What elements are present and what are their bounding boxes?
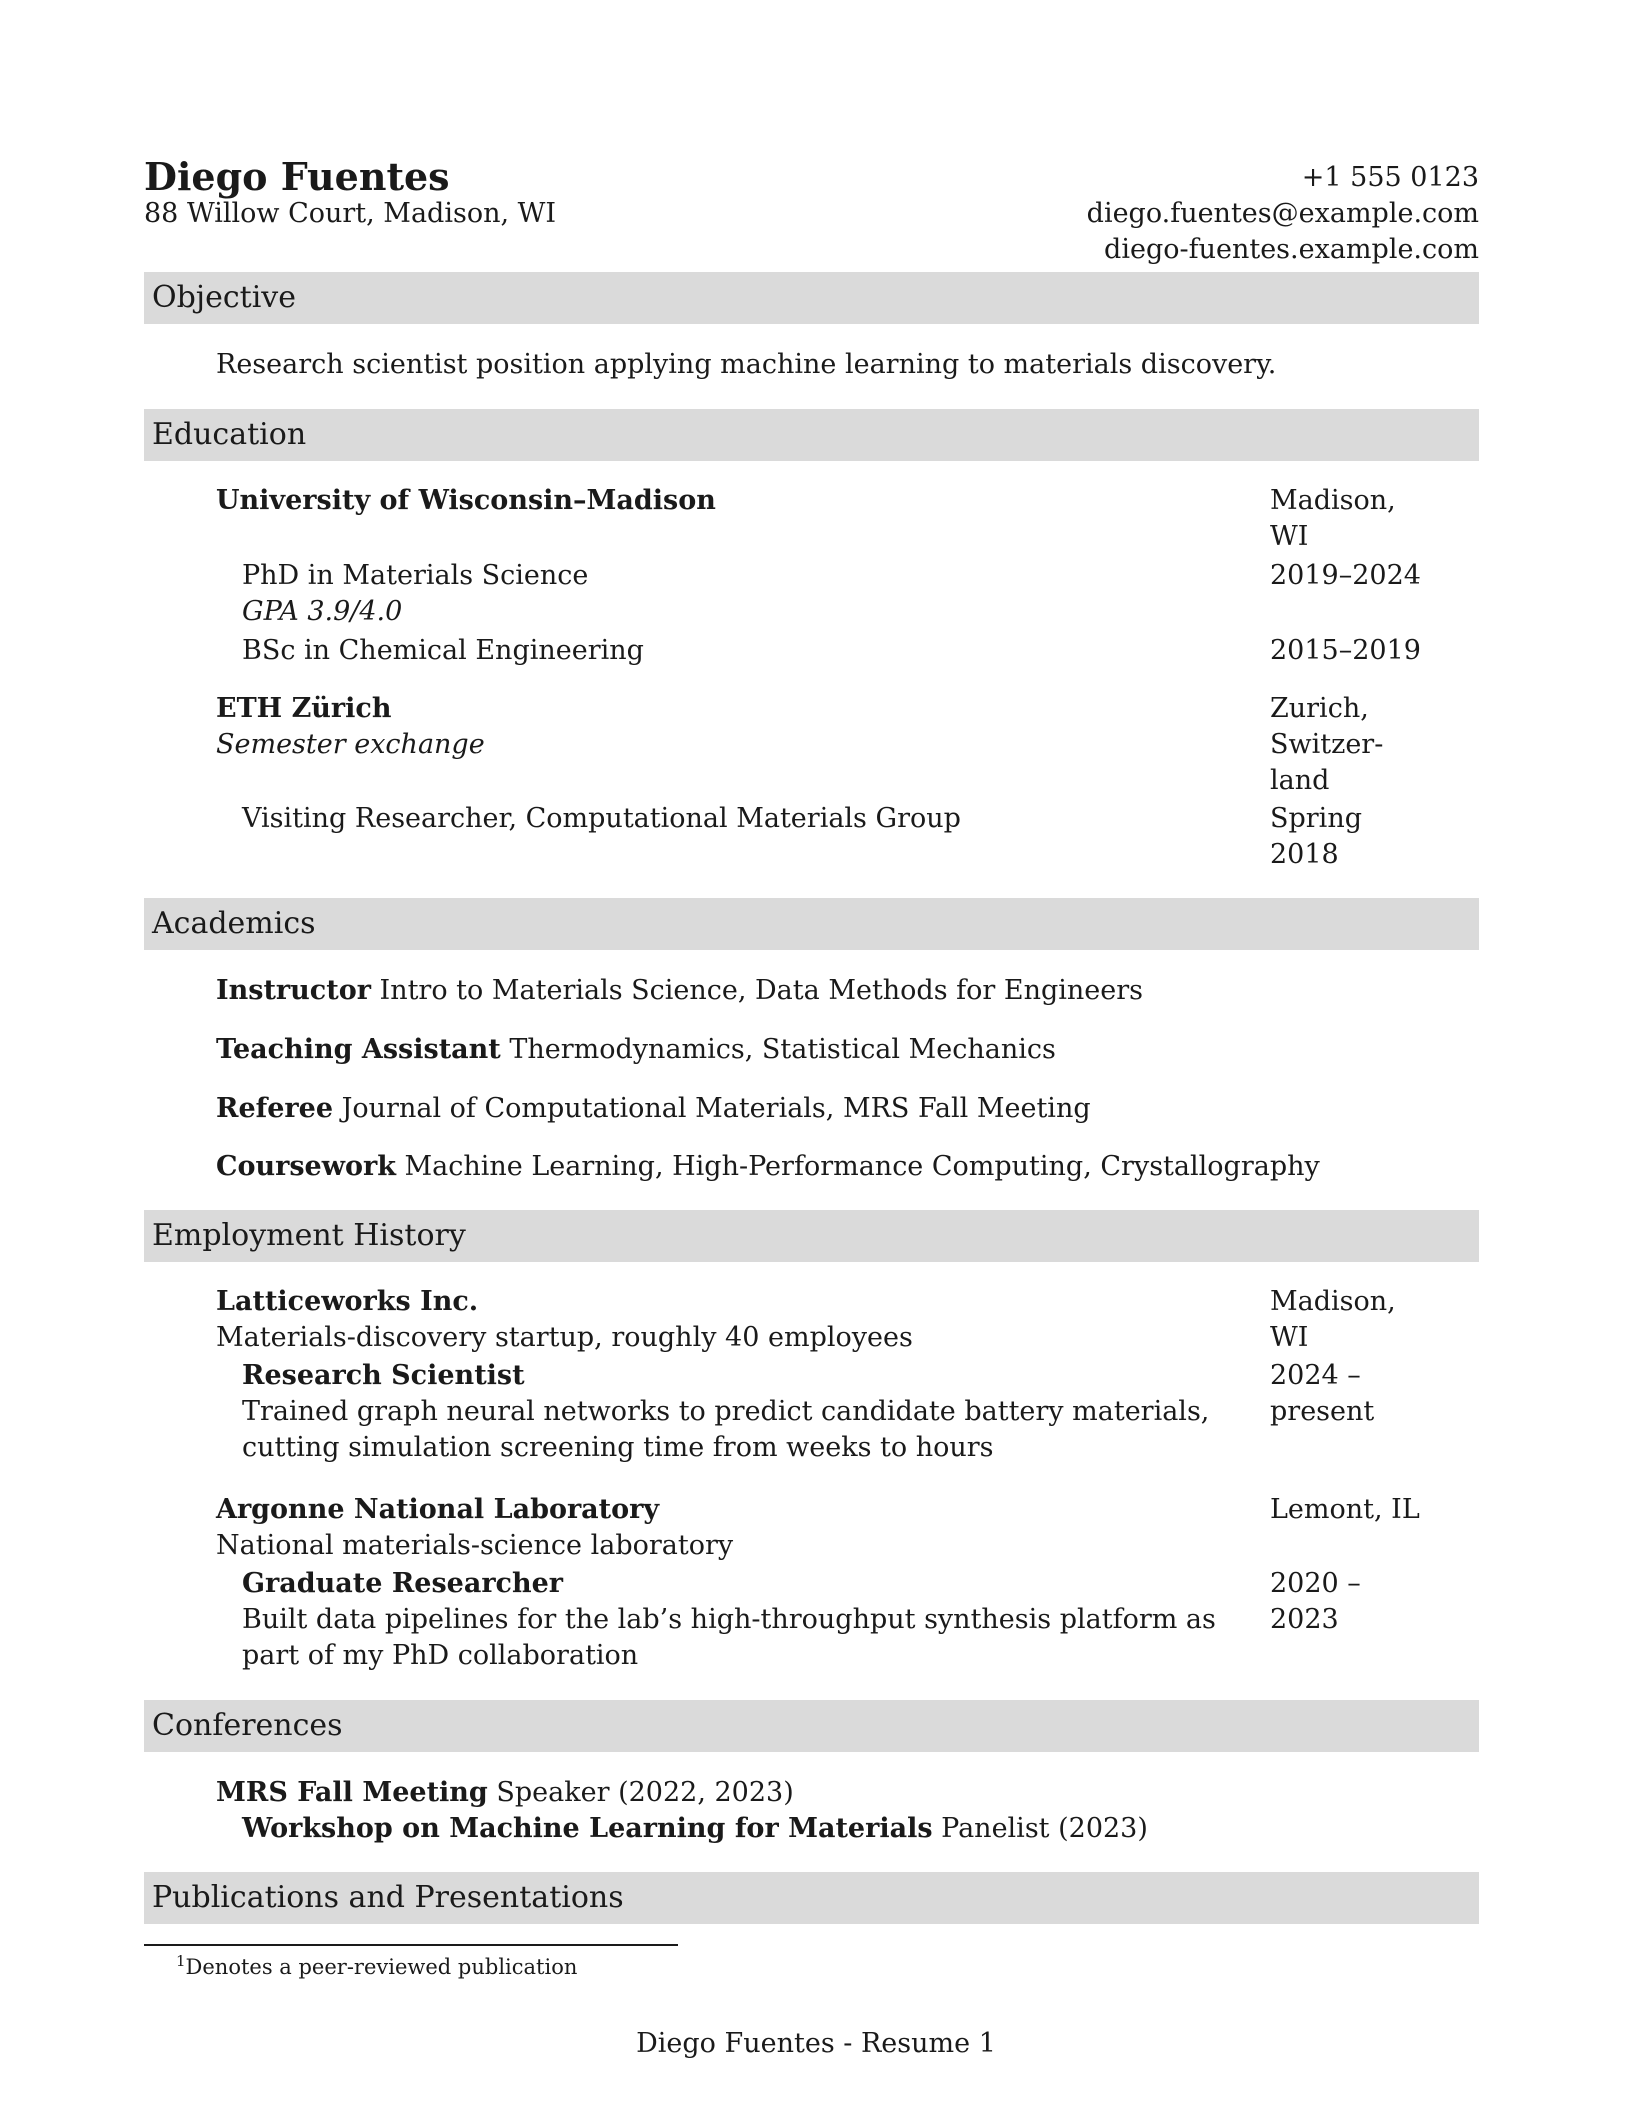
section-title: Conferences bbox=[152, 1708, 343, 1743]
role-detail-line1: Trained graph neural networks to predict candidate battery materials, bbox=[242, 1396, 1210, 1427]
academics-text: Machine Learning, High-Performance Computing, Crystallography bbox=[404, 1151, 1320, 1182]
company-argonne: Argonne National Laboratory bbox=[216, 1494, 660, 1525]
phone: +1 555 0123 bbox=[1301, 162, 1479, 193]
location-eth-line1: Zurich, bbox=[1270, 693, 1369, 724]
academics-text: Journal of Computational Materials, MRS Fall Meeting bbox=[341, 1093, 1091, 1124]
section-publications bbox=[144, 1872, 1479, 1924]
academics-text: Thermodynamics, Statistical Mechanics bbox=[509, 1034, 1056, 1065]
dates-bsc: 2015–2019 bbox=[1270, 635, 1421, 666]
location-uw-line1: Madison, bbox=[1270, 485, 1396, 516]
gpa: GPA 3.9/4.0 bbox=[242, 596, 403, 627]
conference-name: Workshop on Machine Learning for Materials bbox=[242, 1813, 933, 1844]
section-objective bbox=[144, 272, 1479, 324]
website[interactable]: diego-fuentes.example.com bbox=[1104, 234, 1479, 265]
page-footer: Diego Fuentes - Resume 1 bbox=[636, 2028, 996, 2059]
role-detail-line1: Built data pipelines for the lab’s high-throughput synthesis platform as bbox=[242, 1604, 1216, 1635]
section-conferences bbox=[144, 1700, 1479, 1752]
section-academics bbox=[144, 898, 1479, 950]
footnote-text: Denotes a peer-reviewed publication bbox=[185, 1955, 578, 1979]
role-title: Graduate Researcher bbox=[242, 1568, 564, 1599]
dates-eth-line2: 2018 bbox=[1270, 839, 1339, 870]
section-title: Publications and Presentations bbox=[152, 1880, 624, 1915]
academics-text: Intro to Materials Science, Data Methods for Engineers bbox=[379, 975, 1144, 1006]
location-latticeworks-line2: WI bbox=[1270, 1322, 1309, 1353]
company-latticeworks: Latticeworks Inc. bbox=[216, 1286, 479, 1317]
degree-bsc: BSc in Chemical Engineering bbox=[242, 635, 644, 666]
dates-latticeworks-line1: 2024 – bbox=[1270, 1360, 1361, 1391]
company-desc: Materials-discovery startup, roughly 40 employees bbox=[216, 1322, 913, 1353]
role-detail-line2: cutting simulation screening time from weeks to hours bbox=[242, 1432, 994, 1463]
academics-label: Coursework bbox=[216, 1151, 396, 1182]
footnote bbox=[176, 1952, 577, 1979]
dates-phd: 2019–2024 bbox=[1270, 560, 1421, 591]
address: 88 Willow Court, Madison, WI bbox=[144, 198, 557, 229]
institution-eth: ETH Zürich bbox=[216, 693, 392, 724]
academics-item bbox=[216, 1034, 1056, 1065]
institution-uw: University of Wisconsin–Madison bbox=[216, 485, 716, 516]
section-title: Objective bbox=[152, 280, 297, 315]
location-argonne: Lemont, IL bbox=[1270, 1494, 1420, 1525]
location-uw-line2: WI bbox=[1270, 521, 1309, 552]
academics-label: Referee bbox=[216, 1093, 333, 1124]
dates-eth-line1: Spring bbox=[1270, 803, 1362, 834]
dates-argonne-line1: 2020 – bbox=[1270, 1568, 1361, 1599]
degree-phd: PhD in Materials Science bbox=[242, 560, 589, 591]
section-employment bbox=[144, 1210, 1479, 1262]
academics-item bbox=[216, 1151, 1320, 1182]
section-title: Education bbox=[152, 417, 307, 452]
conference-item bbox=[242, 1813, 1148, 1844]
candidate-name: Diego Fuentes bbox=[144, 154, 450, 199]
location-eth-line2: Switzer- bbox=[1270, 729, 1384, 760]
academics-label: Teaching Assistant bbox=[216, 1034, 501, 1065]
section-title: Academics bbox=[152, 906, 316, 941]
company-desc: National materials-science laboratory bbox=[216, 1530, 734, 1561]
eth-note: Semester exchange bbox=[216, 729, 485, 760]
dates-latticeworks-line2: present bbox=[1270, 1396, 1375, 1427]
academics-item bbox=[216, 975, 1143, 1006]
email[interactable]: diego.fuentes@example.com bbox=[1086, 198, 1479, 229]
objective-text: Research scientist position applying machine learning to materials discovery. bbox=[216, 349, 1277, 380]
location-latticeworks-line1: Madison, bbox=[1270, 1286, 1396, 1317]
conference-name: MRS Fall Meeting bbox=[216, 1777, 488, 1808]
conference-item bbox=[216, 1777, 794, 1808]
dates-argonne-line2: 2023 bbox=[1270, 1604, 1339, 1635]
role-detail-line2: part of my PhD collaboration bbox=[242, 1640, 639, 1671]
footnote-mark: 1 bbox=[176, 1952, 186, 1970]
footnote-rule bbox=[144, 1944, 678, 1946]
conference-role: Panelist (2023) bbox=[941, 1813, 1148, 1844]
location-eth-line3: land bbox=[1270, 765, 1330, 796]
academics-label: Instructor bbox=[216, 975, 371, 1006]
academics-item bbox=[216, 1093, 1091, 1124]
role-title: Research Scientist bbox=[242, 1360, 525, 1391]
section-title: Employment History bbox=[152, 1218, 466, 1253]
eth-role: Visiting Researcher, Computational Materials Group bbox=[242, 803, 961, 834]
section-education bbox=[144, 409, 1479, 461]
conference-role: Speaker (2022, 2023) bbox=[496, 1777, 794, 1808]
